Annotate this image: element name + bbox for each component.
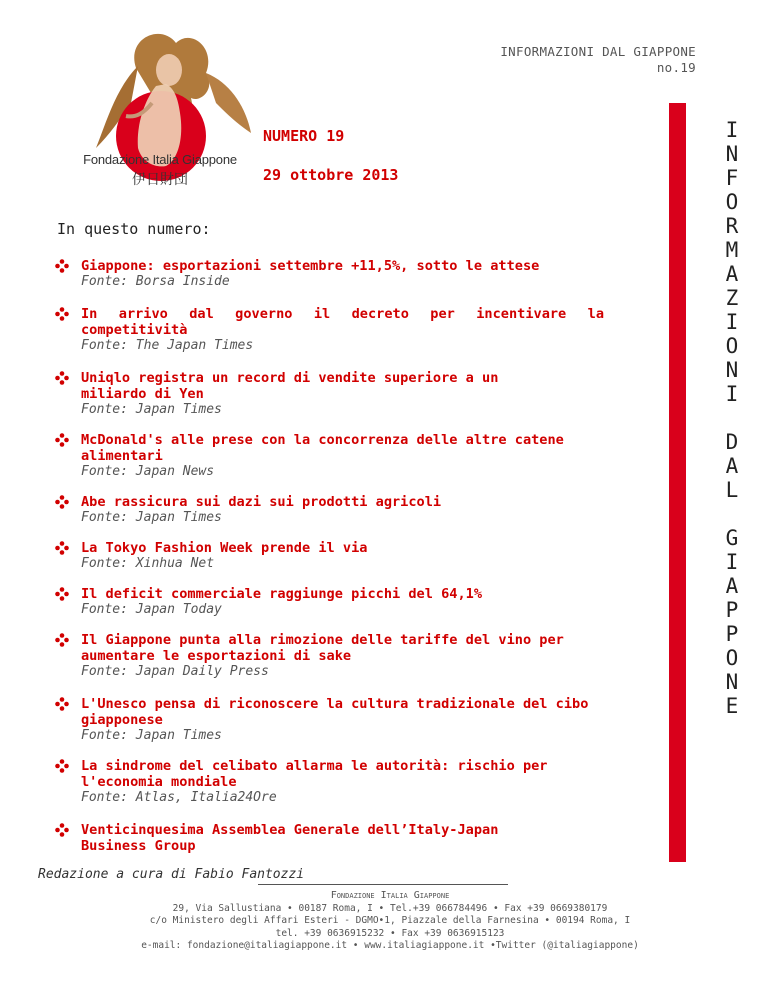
logo-wordmark <box>60 152 260 189</box>
vertical-title-letter: F <box>725 166 739 190</box>
vertical-title-spacer <box>718 502 746 526</box>
vertical-title-letter: N <box>725 358 739 382</box>
vertical-title-letter: A <box>725 454 739 478</box>
vertical-title-letter: O <box>725 190 739 214</box>
diamond-bullet-icon <box>55 587 69 601</box>
diamond-bullet-icon <box>55 307 69 321</box>
article-title[interactable]: In arrivo dal governo il decreto per incentivare la competitività <box>81 306 604 338</box>
article-title[interactable]: L'Unesco pensa di riconoscere la cultura tradizionale del cibo giapponese <box>81 696 589 728</box>
footer <box>90 890 690 953</box>
diamond-bullet-icon <box>55 259 69 273</box>
diamond-bullet-icon <box>55 541 69 555</box>
vertical-title-letter: I <box>725 550 739 574</box>
vertical-title <box>718 118 746 718</box>
article-source: Fonte: Japan News <box>81 464 215 479</box>
newsletter-header <box>500 44 696 76</box>
list-item[interactable] <box>55 258 610 290</box>
list-item[interactable] <box>55 432 610 480</box>
footer-phone: tel. +39 0636915232 • Fax +39 0636915123 <box>275 927 505 939</box>
vertical-title-letter: A <box>725 262 739 286</box>
vertical-title-letter: A <box>725 574 739 598</box>
vertical-title-letter: I <box>725 382 739 406</box>
article-source: Fonte: Japan Times <box>81 402 222 417</box>
red-vertical-bar <box>669 103 686 862</box>
vertical-title-letter: M <box>725 238 739 262</box>
vertical-title-letter: R <box>725 214 739 238</box>
vertical-title-letter: P <box>725 598 739 622</box>
vertical-title-letter: D <box>725 430 739 454</box>
vertical-title-letter: L <box>725 478 739 502</box>
article-source: Fonte: Japan Daily Press <box>81 664 269 679</box>
list-item[interactable] <box>55 696 610 744</box>
issue-date: 29 ottobre 2013 <box>263 166 399 184</box>
diamond-bullet-icon <box>55 495 69 509</box>
diamond-bullet-icon <box>55 371 69 385</box>
article-title[interactable]: La Tokyo Fashion Week prende il via <box>81 540 368 556</box>
vertical-title-letter: O <box>725 646 739 670</box>
footer-org: Fondazione Italia Giappone <box>330 890 450 901</box>
diamond-bullet-icon <box>55 823 69 837</box>
list-item[interactable] <box>55 370 610 418</box>
diamond-bullet-icon <box>55 759 69 773</box>
vertical-title-letter: E <box>725 694 739 718</box>
article-source: Fonte: Japan Times <box>81 510 222 525</box>
foundation-name: Fondazione Italia Giappone <box>83 152 237 167</box>
diamond-bullet-icon <box>55 433 69 447</box>
header-issue-number: no.19 <box>656 60 696 75</box>
article-title[interactable]: Il deficit commerciale raggiunge picchi del 64,1% <box>81 586 483 602</box>
article-source: Fonte: The Japan Times <box>81 338 254 353</box>
issue-number: NUMERO 19 <box>263 127 345 145</box>
header-title: INFORMAZIONI DAL GIAPPONE <box>500 44 696 59</box>
vertical-title-letter: Z <box>725 286 739 310</box>
vertical-title-spacer <box>718 406 746 430</box>
article-title[interactable]: Venticinquesima Assemblea Generale dell’Italy-Japan Business Group <box>81 822 499 854</box>
vertical-title-letter: P <box>725 622 739 646</box>
article-source: Fonte: Xinhua Net <box>81 556 215 571</box>
article-title[interactable]: Il Giappone punta alla rimozione delle tariffe del vino per aumentare le esportazioni di sake <box>81 632 564 664</box>
footer-contacts[interactable]: e-mail: fondazione@italiagiappone.it • www.italiagiappone.it •Twitter (@italiagiappone) <box>141 940 639 951</box>
article-title[interactable]: Giappone: esportazioni settembre +11,5%, sotto le attese <box>81 258 540 274</box>
article-source: Fonte: Borsa Inside <box>81 274 230 289</box>
article-title[interactable]: Uniqlo registra un record di vendite superiore a un miliardo di Yen <box>81 370 499 402</box>
list-item[interactable] <box>55 822 610 854</box>
footer-address: 29, Via Sallustiana • 00187 Roma, I • Tel.+39 066784496 • Fax +39 0669380179 <box>172 902 608 914</box>
list-item[interactable] <box>55 586 610 618</box>
vertical-title-letter: O <box>725 334 739 358</box>
foundation-kanji: 伊日財団 <box>132 172 188 188</box>
list-item[interactable] <box>55 540 610 572</box>
footer-divider <box>258 884 508 885</box>
editor-credit: Redazione a cura di Fabio Fantozzi <box>38 867 305 882</box>
vertical-title-letter: I <box>725 310 739 334</box>
section-heading: In questo numero: <box>57 220 211 238</box>
article-title[interactable]: Abe rassicura sui dazi sui prodotti agricoli <box>81 494 442 510</box>
list-item[interactable] <box>55 494 610 526</box>
diamond-bullet-icon <box>55 633 69 647</box>
list-item[interactable] <box>55 632 610 680</box>
vertical-title-letter: G <box>725 526 739 550</box>
article-title[interactable]: La sindrome del celibato allarma le autorità: rischio per l'economia mondiale <box>81 758 548 790</box>
list-item[interactable] <box>55 758 610 806</box>
list-item[interactable] <box>55 306 610 354</box>
vertical-title-letter: N <box>725 670 739 694</box>
article-title[interactable]: McDonald's alle prese con la concorrenza delle altre catene alimentari <box>81 432 564 464</box>
article-source: Fonte: Atlas, Italia24Ore <box>81 790 277 805</box>
vertical-title-letter: N <box>725 142 739 166</box>
article-source: Fonte: Japan Times <box>81 728 222 743</box>
vertical-title-letter: I <box>725 118 739 142</box>
diamond-bullet-icon <box>55 697 69 711</box>
article-source: Fonte: Japan Today <box>81 602 222 617</box>
footer-ministry-address: c/o Ministero degli Affari Esteri - DGMO•1, Piazzale della Farnesina • 00194 Roma, I <box>149 915 631 926</box>
